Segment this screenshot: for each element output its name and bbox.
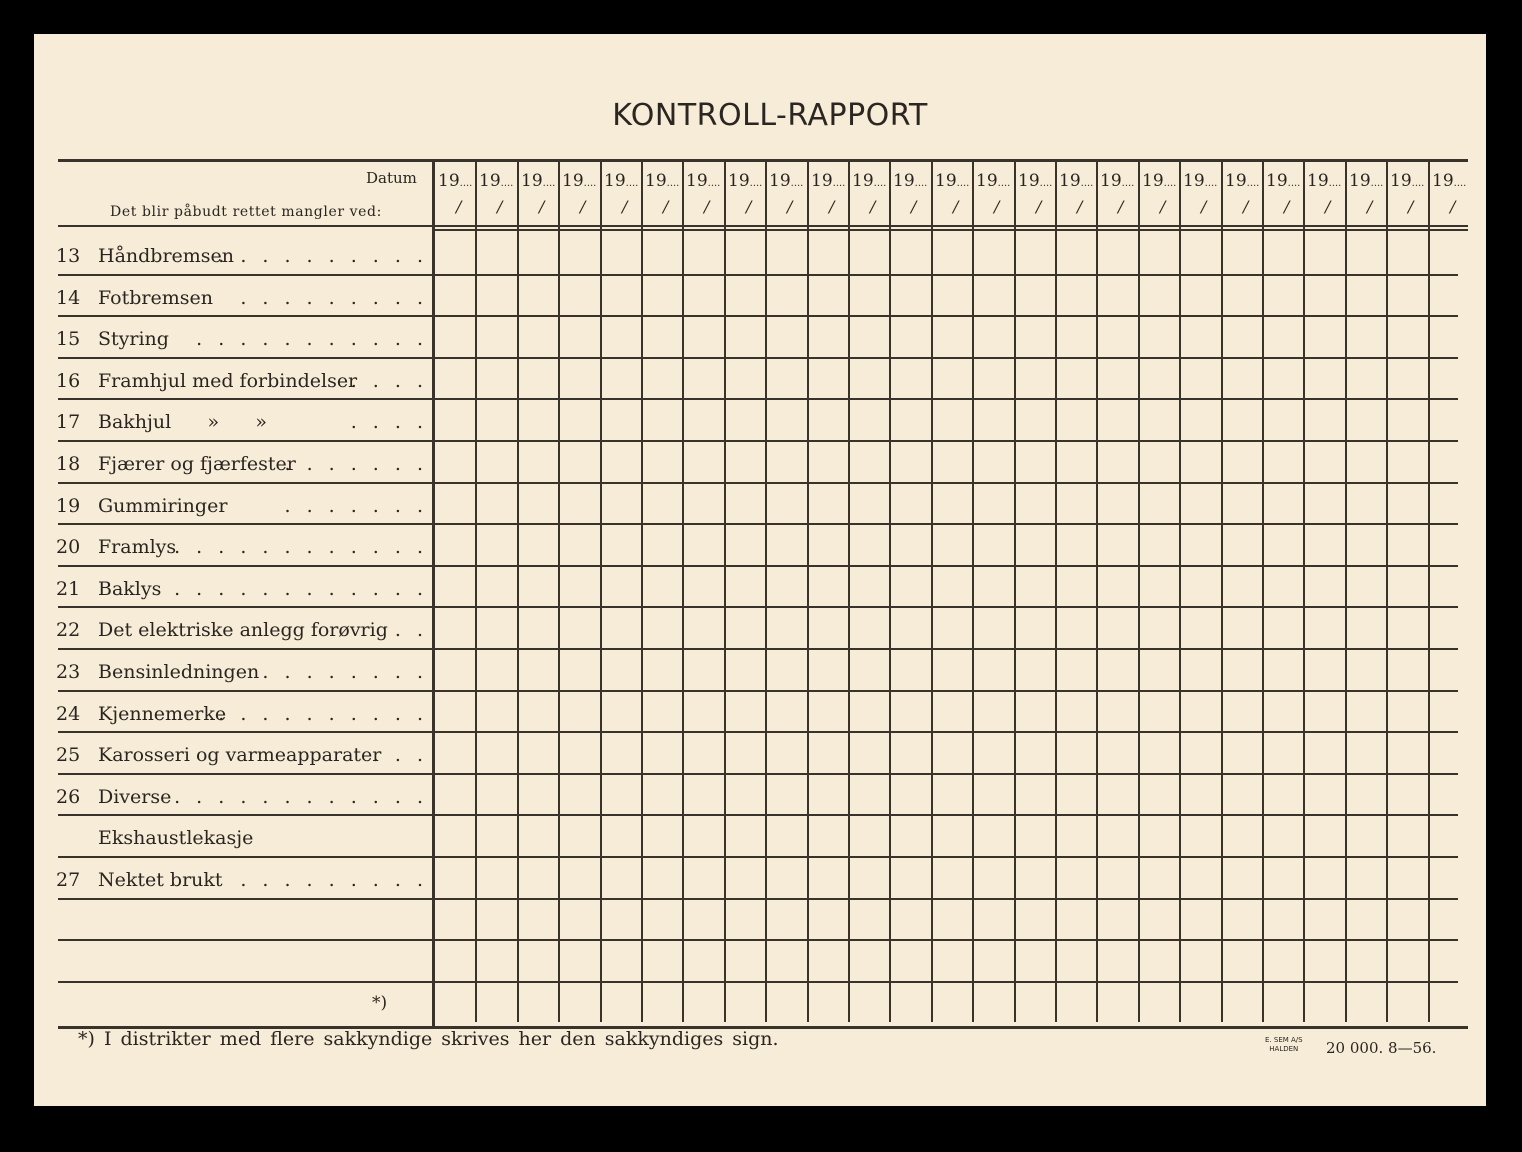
fill-dots: ....	[500, 178, 514, 189]
year-prefix: 19....	[893, 171, 928, 191]
item-number: 26	[56, 786, 81, 808]
fill-dots: ....	[997, 178, 1011, 189]
fill-dots: ....	[914, 178, 928, 189]
leader-dots: . . . . . . . . . . . .	[174, 536, 428, 558]
leader-dots: . . . . . . . . . . . .	[174, 786, 428, 808]
signature-row-mark: *)	[372, 993, 388, 1013]
row-rule	[58, 648, 1458, 650]
fill-dots: ....	[790, 178, 804, 189]
column-rule	[475, 159, 477, 1022]
item-number: 20	[56, 536, 81, 558]
date-slash: /	[787, 197, 793, 216]
date-slash: /	[497, 197, 503, 216]
row-rule	[58, 357, 1458, 359]
fill-dots: ....	[832, 178, 846, 189]
fill-dots: ....	[1453, 178, 1467, 189]
date-slash: /	[1036, 197, 1042, 216]
leader-dots: . . . . . . . .	[262, 661, 428, 683]
date-column-heading	[1307, 171, 1345, 216]
date-column-heading	[686, 171, 724, 216]
leader-dots: . . . . . . . . . .	[218, 245, 428, 267]
item-label: Fotbremsen	[98, 287, 213, 309]
item-number: 24	[56, 703, 81, 725]
leader-dots: . . . .	[350, 411, 428, 433]
date-slash: /	[1284, 197, 1290, 216]
footnote: *) I distrikter med flere sakkyndige skrives her den sakkyndiges sign.	[78, 1028, 779, 1050]
item-number: 14	[56, 287, 81, 309]
year-prefix: 19....	[1432, 171, 1467, 191]
year-prefix: 19....	[935, 171, 970, 191]
defects-heading: Det blir påbudt rettet mangler ved:	[110, 204, 382, 220]
fill-dots: ....	[625, 178, 639, 189]
column-rule	[682, 159, 684, 1022]
column-rule	[1096, 159, 1098, 1022]
column-rule	[765, 159, 767, 1022]
item-label: Nektet brukt	[98, 869, 223, 891]
item-label: Styring	[98, 328, 169, 350]
date-slash: /	[1325, 197, 1331, 216]
year-prefix: 19....	[686, 171, 721, 191]
date-column-heading	[479, 171, 517, 216]
fill-dots: ....	[1328, 178, 1342, 189]
row-rule	[58, 773, 1458, 775]
date-slash: /	[1201, 197, 1207, 216]
leader-dots: . . . . . . . . .	[240, 287, 428, 309]
year-prefix: 19....	[1100, 171, 1135, 191]
date-column-heading	[852, 171, 890, 216]
column-rule	[807, 159, 809, 1022]
header-bottom-rule	[58, 225, 1468, 227]
date-slash: /	[746, 197, 752, 216]
item-number: 25	[56, 744, 81, 766]
column-rule	[1303, 159, 1305, 1022]
year-prefix: 19....	[728, 171, 763, 191]
fill-dots: ....	[1039, 178, 1053, 189]
row-rule	[58, 606, 1458, 608]
date-slash: /	[953, 197, 959, 216]
date-slash: /	[870, 197, 876, 216]
item-label: Ekshaustlekasje	[98, 827, 254, 849]
item-number: 15	[56, 328, 81, 350]
datum-label: Datum	[366, 169, 417, 187]
date-slash: /	[456, 197, 462, 216]
year-prefix: 19....	[1266, 171, 1301, 191]
fill-dots: ....	[956, 178, 970, 189]
fill-dots: ....	[459, 178, 473, 189]
date-column-heading	[935, 171, 973, 216]
row-rule	[58, 731, 1458, 733]
column-rule	[1179, 159, 1181, 1022]
row-rule	[58, 690, 1458, 692]
column-rule	[1428, 159, 1430, 1022]
date-slash: /	[1118, 197, 1124, 216]
year-prefix: 19....	[479, 171, 514, 191]
date-slash: /	[704, 197, 710, 216]
item-label: Framhjul med forbindelser	[98, 370, 358, 392]
item-number: 21	[56, 578, 81, 600]
date-slash: /	[829, 197, 835, 216]
column-rule	[517, 159, 519, 1022]
leader-dots: . .	[394, 619, 428, 641]
date-column-heading	[604, 171, 642, 216]
date-column-heading	[1183, 171, 1221, 216]
fill-dots: ....	[1246, 178, 1260, 189]
column-rule	[1014, 159, 1016, 1022]
year-prefix: 19....	[521, 171, 556, 191]
fill-dots: ....	[666, 178, 680, 189]
year-prefix: 19....	[1349, 171, 1384, 191]
date-slash: /	[1408, 197, 1414, 216]
item-number: 22	[56, 619, 81, 641]
printer-town: HALDEN	[1269, 1045, 1299, 1053]
year-prefix: 19....	[976, 171, 1011, 191]
item-label: Bakhjul » »	[98, 411, 267, 433]
date-column-heading	[976, 171, 1014, 216]
date-column-heading	[562, 171, 600, 216]
date-slash: /	[580, 197, 586, 216]
column-rule	[972, 159, 974, 1022]
date-column-heading	[893, 171, 931, 216]
column-rule	[724, 159, 726, 1022]
item-label: Gummiringer	[98, 495, 228, 517]
column-rule	[558, 159, 560, 1022]
year-prefix: 19....	[1225, 171, 1260, 191]
item-label: Fjærer og fjærfester	[98, 453, 296, 475]
year-prefix: 19....	[1018, 171, 1053, 191]
row-rule	[58, 482, 1458, 484]
row-rule	[58, 939, 1458, 941]
year-prefix: 19....	[769, 171, 804, 191]
date-slash: /	[663, 197, 669, 216]
leader-dots: . . . . . . .	[284, 453, 428, 475]
year-prefix: 19....	[852, 171, 887, 191]
year-prefix: 19....	[1059, 171, 1094, 191]
date-column-heading	[645, 171, 683, 216]
year-prefix: 19....	[1390, 171, 1425, 191]
leader-dots: . . . . . . . . . . .	[196, 328, 428, 350]
leader-dots: . . . .	[350, 370, 428, 392]
leader-dots: . . . . . . . . .	[240, 869, 428, 891]
item-label: Det elektriske anlegg forøvrig	[98, 619, 388, 641]
fill-dots: ....	[873, 178, 887, 189]
report-card	[34, 34, 1486, 1106]
column-rule	[1386, 159, 1388, 1022]
date-slash: /	[622, 197, 628, 216]
printer-imprint	[1265, 1036, 1303, 1054]
fill-dots: ....	[749, 178, 763, 189]
row-rule	[58, 898, 1458, 900]
leader-dots: . . . . . . .	[284, 495, 428, 517]
column-rule	[600, 159, 602, 1022]
column-rule	[1055, 159, 1057, 1022]
fill-dots: ....	[1411, 178, 1425, 189]
leader-dots: . . . . . . . . . .	[218, 703, 428, 725]
fill-dots: ....	[1204, 178, 1218, 189]
column-rule	[641, 159, 643, 1022]
date-slash: /	[539, 197, 545, 216]
item-number: 16	[56, 370, 81, 392]
year-prefix: 19....	[1183, 171, 1218, 191]
column-rule	[889, 159, 891, 1022]
year-prefix: 19....	[562, 171, 597, 191]
column-rule	[1262, 159, 1264, 1022]
fill-dots: ....	[1370, 178, 1384, 189]
item-label: Framlys	[98, 536, 177, 558]
item-label: Håndbremsen	[98, 245, 235, 267]
item-label: Kjennemerke	[98, 703, 227, 725]
year-prefix: 19....	[1307, 171, 1342, 191]
date-column-heading	[438, 171, 476, 216]
date-column-heading	[1018, 171, 1056, 216]
fill-dots: ....	[1080, 178, 1094, 189]
year-prefix: 19....	[604, 171, 639, 191]
date-slash: /	[1367, 197, 1373, 216]
row-rule	[58, 398, 1458, 400]
fill-dots: ....	[1121, 178, 1135, 189]
fill-dots: ....	[1287, 178, 1301, 189]
year-prefix: 19....	[438, 171, 473, 191]
leader-dots: . . . . . . . . . . . .	[174, 578, 428, 600]
column-rule	[931, 159, 933, 1022]
date-column-heading	[728, 171, 766, 216]
date-slash: /	[994, 197, 1000, 216]
item-number: 19	[56, 495, 81, 517]
column-rule	[1345, 159, 1347, 1022]
item-label: Diverse	[98, 786, 172, 808]
page-title: KONTROLL-RAPPORT	[612, 98, 928, 133]
date-column-heading	[1142, 171, 1180, 216]
row-rule	[58, 523, 1458, 525]
item-number: 27	[56, 869, 81, 891]
item-label: Bensinledningen	[98, 661, 260, 683]
column-rule	[1221, 159, 1223, 1022]
date-slash: /	[1160, 197, 1166, 216]
column-rule	[1138, 159, 1140, 1022]
print-run: 20 000. 8—56.	[1326, 1039, 1437, 1057]
header-bottom-rule-2	[434, 229, 1468, 231]
row-rule	[58, 814, 1458, 816]
date-column-heading	[1432, 171, 1470, 216]
date-slash: /	[1077, 197, 1083, 216]
date-column-heading	[1349, 171, 1387, 216]
date-column-heading	[1266, 171, 1304, 216]
date-column-heading	[1225, 171, 1263, 216]
label-divider	[432, 159, 435, 1026]
leader-dots: . . .	[372, 744, 428, 766]
row-rule	[58, 981, 1458, 983]
column-rule	[848, 159, 850, 1022]
date-column-heading	[521, 171, 559, 216]
year-prefix: 19....	[645, 171, 680, 191]
row-rule	[58, 565, 1458, 567]
fill-dots: ....	[542, 178, 556, 189]
printer-name: E. SEM A/S	[1265, 1036, 1303, 1044]
date-column-heading	[769, 171, 807, 216]
header-top-rule	[58, 159, 1468, 162]
fill-dots: ....	[1163, 178, 1177, 189]
item-number: 23	[56, 661, 81, 683]
date-slash: /	[1450, 197, 1456, 216]
date-column-heading	[1059, 171, 1097, 216]
date-slash: /	[911, 197, 917, 216]
item-label: Baklys	[98, 578, 162, 600]
fill-dots: ....	[583, 178, 597, 189]
date-slash: /	[1243, 197, 1249, 216]
row-rule	[58, 440, 1458, 442]
item-number: 17	[56, 411, 81, 433]
date-column-heading	[1390, 171, 1428, 216]
row-rule	[58, 856, 1458, 858]
date-column-heading	[811, 171, 849, 216]
date-column-heading	[1100, 171, 1138, 216]
year-prefix: 19....	[811, 171, 846, 191]
fill-dots: ....	[707, 178, 721, 189]
item-label: Karosseri og varmeapparater	[98, 744, 382, 766]
row-rule	[58, 315, 1458, 317]
row-rule	[58, 274, 1458, 276]
year-prefix: 19....	[1142, 171, 1177, 191]
item-number: 18	[56, 453, 81, 475]
item-number: 13	[56, 245, 81, 267]
